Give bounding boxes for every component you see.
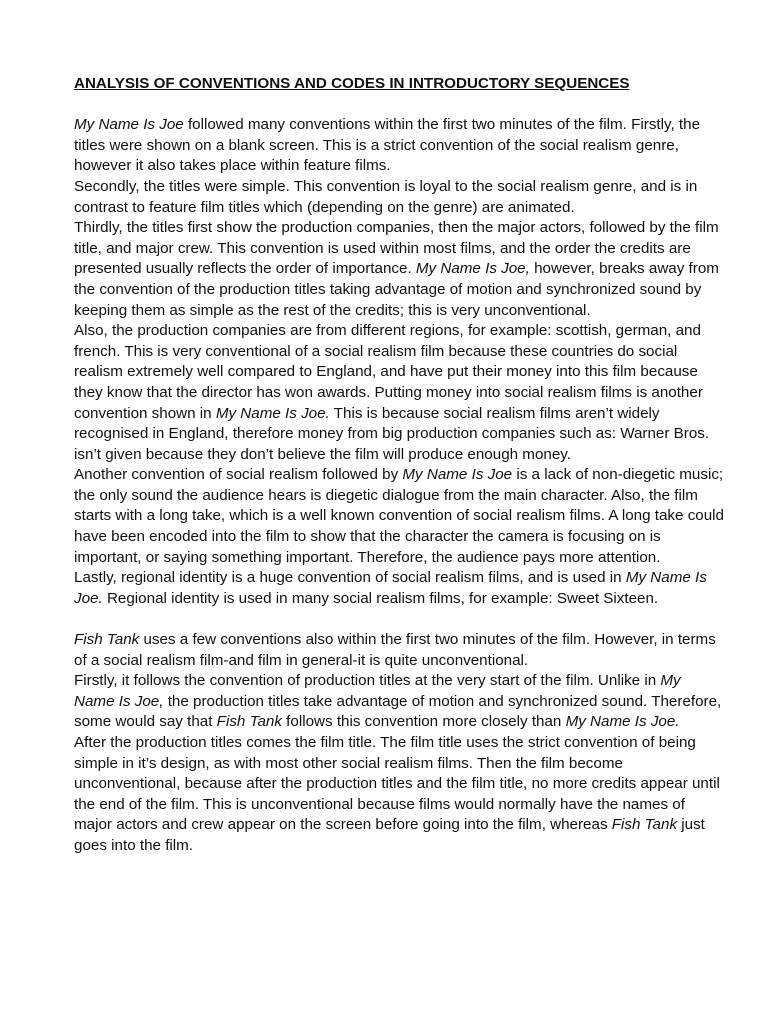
paragraph (74, 465, 724, 568)
film-title-italic: Fish Tank (216, 713, 282, 731)
paragraph (74, 177, 724, 218)
paragraph (74, 115, 724, 177)
document-page (74, 74, 724, 857)
paragraph (74, 671, 724, 733)
text-run: followed many conventions within the first two minutes of the film. Firstly, the titles were shown on a blank screen. This is a strict convention of the social realism genre, however it also takes place within feature films. (74, 116, 701, 175)
text-run: just goes into the film. (74, 816, 705, 854)
text-run: Another convention of social realism followed by (74, 466, 403, 484)
text-run: the production titles take advantage of motion and synchronized sound. Therefore, some would say that (74, 692, 722, 731)
paragraph (74, 630, 724, 671)
section-fish-tank (74, 630, 724, 857)
section-gap (74, 609, 724, 630)
film-title-italic: My Name Is Joe. (215, 404, 330, 422)
film-title-italic: My Name Is Joe, (415, 260, 530, 278)
text-run: Lastly, regional identity is a huge convention of social realism films, and is used in (74, 569, 626, 587)
text-run: follows this convention more closely than (281, 713, 566, 731)
document-title: ANALYSIS OF CONVENTIONS AND CODES IN INTRODUCTORY SEQUENCES (74, 75, 630, 92)
text-run: Regional identity is used in many social realism films, for example: Sweet Sixteen. (102, 589, 659, 607)
section-my-name-is-joe (74, 115, 724, 609)
paragraph (74, 568, 724, 609)
text-run: is a lack of non-diegetic music; the only sound the audience hears is diegetic dialogue from the main character. Also, the film starts with a long take, which is a well known convention of social realism films. A long take could have been encoded into the film to show that the character the camera is focusing on is important, or saying something important. Therefore, the audience pays more attention. (74, 466, 724, 566)
film-title-italic: My Name Is Joe (402, 466, 513, 484)
film-title-italic: My Name Is Joe, (74, 672, 681, 710)
film-title-italic: Fish Tank (611, 816, 678, 834)
text-run: Also, the production companies are from different regions, for example: scottish, german, and french. This is very conventional of a social realism film because these countries do social realism extremely well compared to England, and have put their money into this film because they know that the director has won awards. Putting money into social realism films is another convention shown in (74, 322, 703, 422)
text-run: Secondly, the titles were simple. This convention is loyal to the social realism genre, and is in contrast to feature film titles which (depending on the genre) are animated. (74, 177, 698, 216)
text-run: uses a few conventions also within the first two minutes of the film. However, in terms of a social realism film-and film in general-it is quite unconventional. (74, 631, 716, 669)
text-run: Firstly, it follows the convention of production titles at the very start of the film. Unlike in (74, 672, 661, 690)
paragraph (74, 733, 724, 857)
text-run: Thirdly, the titles first show the production companies, then the major actors, followed by the film title, and major crew. This convention is used within most films, and the order the credits are presented usually reflects the order of importance. (74, 219, 719, 278)
text-run: After the production titles comes the film title. The film title uses the strict convention of being simple in it’s design, as with most other social realism films. Then the film become unconventional, because after the production titles and the film title, no more credits appear until the end of the film. This is unconventional because films would normally have the names of major actors and crew appear on the screen before going into the film, whereas (74, 734, 720, 834)
paragraph (74, 321, 724, 465)
film-title-italic: My Name Is Joe. (565, 713, 680, 731)
text-run: however, breaks away from the convention of the production titles taking advantage of motion and synchronized sound by keeping them as simple as the rest of the credits; this is very unconventional. (74, 260, 719, 319)
text-run: This is because social realism films aren’t widely recognised in England, therefore money from big production companies such as: Warner Bros. isn’t given because they don’t believe the film will produce enough money. (74, 404, 710, 463)
film-title-italic: My Name Is Joe (74, 116, 184, 134)
paragraph (74, 218, 724, 321)
film-title-italic: My Name Is Joe. (74, 569, 707, 607)
film-title-italic: Fish Tank (74, 631, 140, 649)
